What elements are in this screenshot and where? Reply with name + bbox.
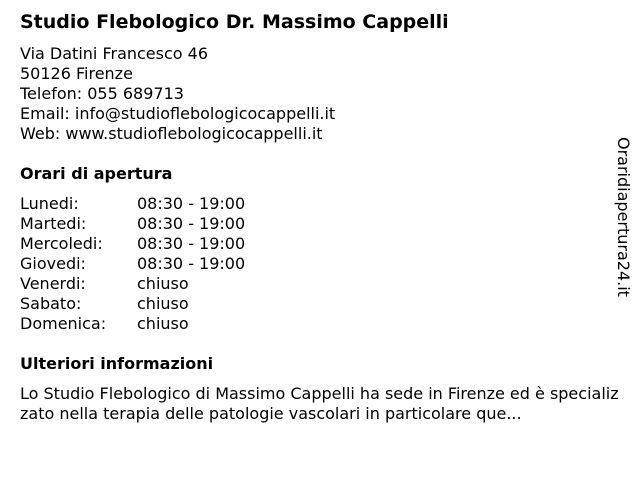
day-label: Martedi: <box>20 214 87 233</box>
day-label: Mercoledi: <box>20 234 103 253</box>
page-title: Studio Flebologico Dr. Massimo Cappelli <box>20 11 449 33</box>
watermark-text: Oraridiapertura24.it <box>614 137 633 297</box>
day-label: Venerdi: <box>20 274 86 293</box>
site-watermark <box>612 137 634 309</box>
hours-row-tuesday <box>20 214 245 234</box>
hours-value: chiuso <box>137 274 189 293</box>
opening-hours-table <box>20 194 245 334</box>
hours-value: 08:30 - 19:00 <box>137 214 246 233</box>
web-line: Web: www.studioflebologicocappelli.it <box>20 124 323 143</box>
day-label: Domenica: <box>20 314 107 333</box>
hours-value: 08:30 - 19:00 <box>137 234 246 253</box>
hours-value: 08:30 - 19:00 <box>137 194 246 213</box>
hours-row-friday <box>20 274 245 294</box>
opening-hours-heading: Orari di apertura <box>20 164 173 183</box>
hours-row-wednesday <box>20 234 245 254</box>
email-line: Email: info@studioflebologicocappelli.it <box>20 104 336 123</box>
hours-value: chiuso <box>137 294 189 313</box>
day-label: Lunedi: <box>20 194 79 213</box>
hours-row-monday <box>20 194 245 214</box>
day-label: Giovedi: <box>20 254 86 273</box>
day-label: Sabato: <box>20 294 82 313</box>
hours-row-sunday <box>20 314 245 334</box>
further-info-text: Lo Studio Flebologico di Massimo Cappelli ha sede in Firenze ed è specializzato nella terapia delle patologie vascolari in particolare que... <box>20 384 619 423</box>
phone-line: Telefon: 055 689713 <box>20 84 184 103</box>
street-address: Via Datini Francesco 46 <box>20 44 209 63</box>
city-postcode: 50126 Firenze <box>20 64 133 83</box>
further-info-heading: Ulteriori informazioni <box>20 354 214 373</box>
hours-value: 08:30 - 19:00 <box>137 254 246 273</box>
hours-value: chiuso <box>137 314 189 333</box>
contact-block <box>20 44 335 144</box>
hours-row-saturday <box>20 294 245 314</box>
hours-row-thursday <box>20 254 245 274</box>
